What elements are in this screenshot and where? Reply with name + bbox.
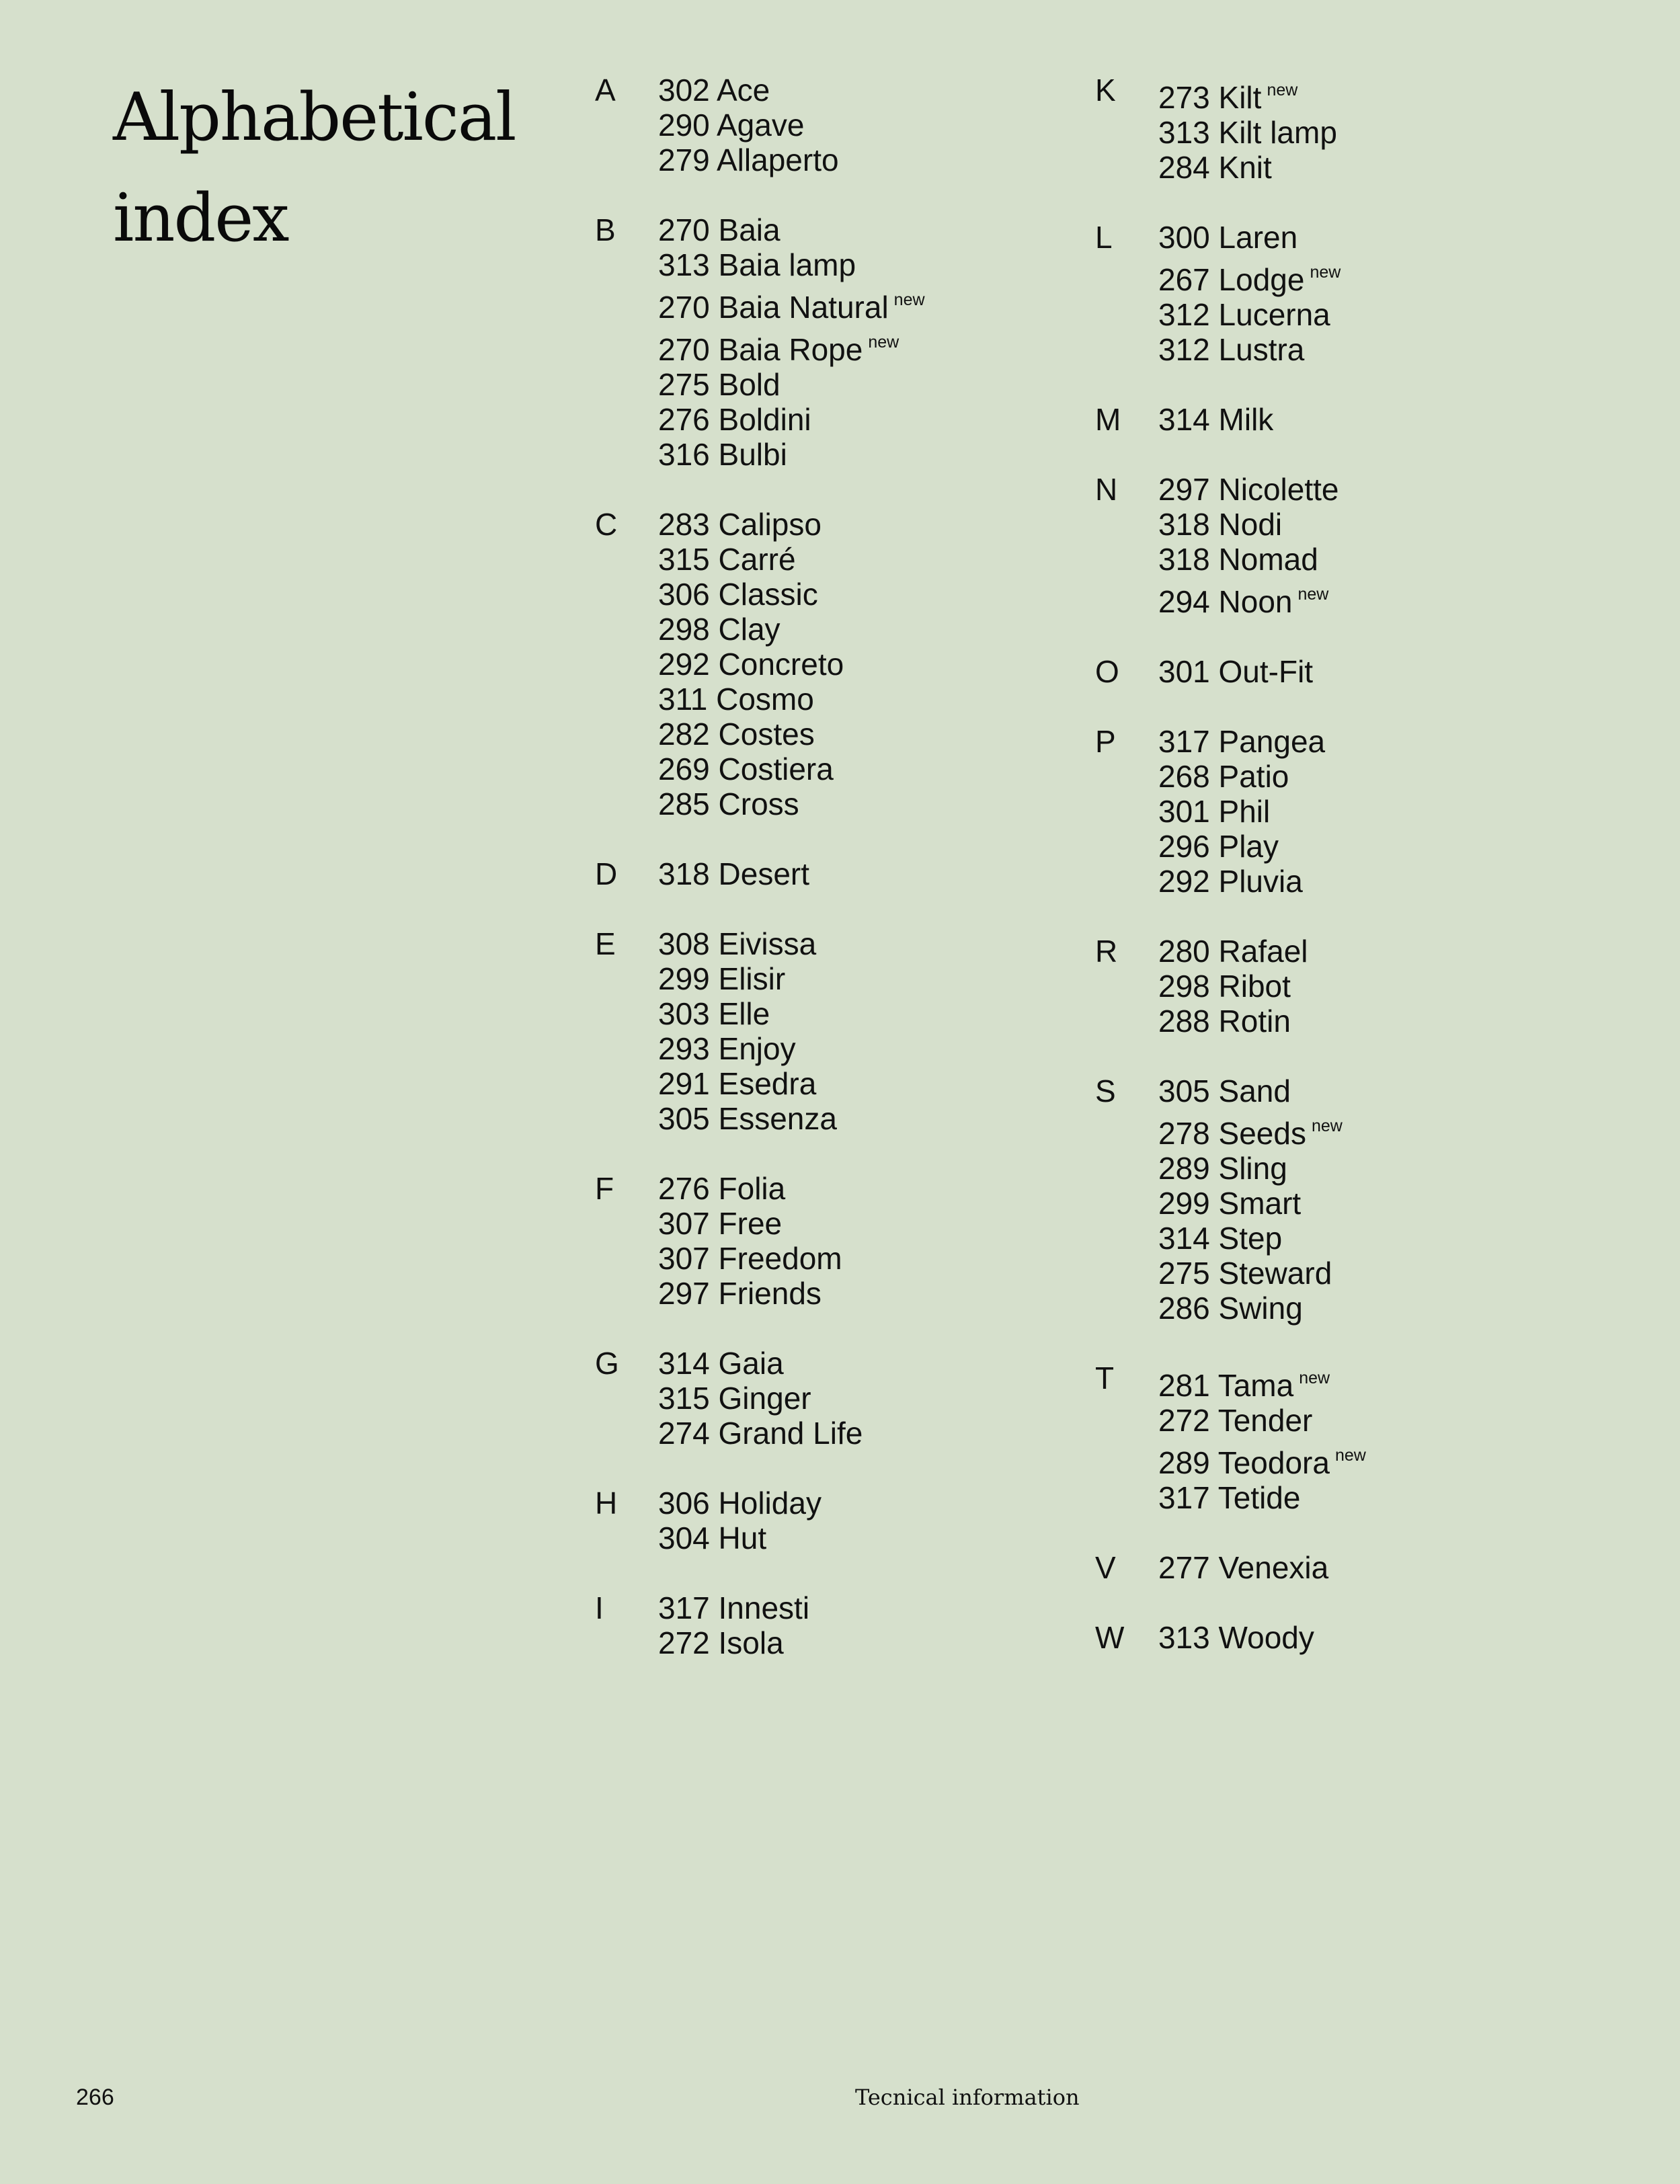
- entry-list: [1158, 402, 1273, 437]
- entry-page: 270: [658, 332, 710, 367]
- index-entry: [1158, 577, 1339, 619]
- entry-page: 306: [658, 577, 710, 612]
- new-badge: new: [1267, 81, 1298, 99]
- entry-name: Laren: [1218, 220, 1298, 255]
- entry-page: 270: [658, 290, 710, 325]
- entry-page: 298: [1158, 969, 1210, 1004]
- entry-name: Ginger: [718, 1381, 811, 1416]
- entry-page: 278: [1158, 1116, 1210, 1151]
- index-entry: [1158, 297, 1341, 332]
- index-entry: [1158, 1550, 1328, 1585]
- entry-page: 312: [1158, 332, 1210, 367]
- entry-page: 316: [658, 437, 710, 472]
- entry-page: 305: [658, 1101, 710, 1136]
- letter-group: [595, 73, 925, 177]
- entry-name: Lodge: [1218, 262, 1305, 297]
- entry-name: Enjoy: [718, 1031, 796, 1066]
- index-letter: H: [595, 1486, 618, 1521]
- index-letter: L: [1095, 220, 1113, 255]
- entry-list: [658, 1486, 822, 1555]
- letter-group: [595, 1486, 925, 1555]
- index-column-left: [595, 73, 925, 1695]
- index-letter: C: [595, 507, 618, 542]
- entry-page: 314: [1158, 402, 1210, 437]
- index-letter: P: [1095, 724, 1116, 759]
- entry-name: Tender: [1217, 1403, 1313, 1438]
- index-letter: T: [1095, 1361, 1115, 1396]
- entry-list: [1158, 1361, 1366, 1515]
- entry-name: Sling: [1218, 1151, 1287, 1186]
- entry-name: Swing: [1218, 1291, 1303, 1326]
- letter-group: [595, 1171, 925, 1311]
- entry-name: Gaia: [718, 1346, 784, 1381]
- entry-name: Clay: [718, 612, 781, 647]
- entry-name: Innesti: [718, 1590, 810, 1625]
- entry-name: Concreto: [718, 647, 844, 682]
- entry-page: 318: [658, 856, 710, 891]
- entry-name: Smart: [1218, 1186, 1302, 1221]
- entry-page: 289: [1158, 1445, 1210, 1480]
- entry-name: Holiday: [718, 1486, 822, 1521]
- entry-page: 285: [658, 786, 710, 821]
- entry-name: Steward: [1218, 1256, 1332, 1291]
- entry-page: 299: [1158, 1186, 1210, 1221]
- entry-name: Calipso: [718, 507, 822, 542]
- index-entry: [1158, 759, 1325, 794]
- entry-list: [658, 507, 844, 821]
- entry-page: 272: [1158, 1403, 1210, 1438]
- index-entry: [658, 507, 844, 542]
- index-entry: [1158, 1361, 1366, 1403]
- letter-group: [1095, 73, 1366, 185]
- entry-name: Ribot: [1218, 969, 1291, 1004]
- index-entry: [1158, 864, 1325, 899]
- entry-page: 303: [658, 996, 710, 1031]
- index-entry: [1158, 829, 1325, 864]
- entry-page: 300: [1158, 220, 1210, 255]
- entry-name: Costiera: [718, 752, 834, 786]
- entry-list: [1158, 472, 1339, 619]
- entry-name: Cosmo: [716, 682, 814, 717]
- letter-group: [1095, 1361, 1366, 1515]
- entry-name: Baia: [718, 212, 781, 247]
- index-entry: [658, 612, 844, 647]
- entry-page: 280: [1158, 934, 1210, 969]
- entry-name: Woody: [1218, 1620, 1314, 1655]
- index-entry: [658, 1416, 863, 1451]
- entry-page: 270: [658, 212, 710, 247]
- index-entry: [658, 542, 844, 577]
- index-entry: [1158, 1108, 1343, 1151]
- entry-page: 315: [658, 542, 710, 577]
- index-entry: [658, 1241, 842, 1276]
- entry-name: Costes: [718, 717, 815, 752]
- index-entry: [1158, 1438, 1366, 1480]
- entry-page: 301: [1158, 794, 1210, 829]
- index-entry: [658, 212, 925, 247]
- entry-page: 294: [1158, 584, 1210, 619]
- entry-page: 289: [1158, 1151, 1210, 1186]
- entry-page: 318: [1158, 507, 1210, 542]
- entry-page: 279: [658, 143, 710, 177]
- index-entry: [658, 1276, 842, 1311]
- entry-name: Classic: [718, 577, 818, 612]
- entry-name: Out-Fit: [1218, 654, 1314, 689]
- entry-page: 312: [1158, 297, 1210, 332]
- entry-page: 283: [658, 507, 710, 542]
- entry-page: 282: [658, 717, 710, 752]
- entry-page: 286: [1158, 1291, 1210, 1326]
- letter-group: [595, 1346, 925, 1451]
- entry-name: Seeds: [1218, 1116, 1306, 1151]
- index-entry: [1158, 1186, 1343, 1221]
- index-entry: [658, 1346, 863, 1381]
- page-title: [113, 67, 516, 269]
- entry-name: Milk: [1218, 402, 1274, 437]
- entry-name: Agave: [717, 108, 805, 143]
- entry-name: Tama: [1217, 1368, 1294, 1403]
- entry-name: Play: [1218, 829, 1279, 864]
- entry-name: Elle: [718, 996, 770, 1031]
- entry-page: 317: [658, 1590, 710, 1625]
- entry-page: 313: [1158, 1620, 1210, 1655]
- index-entry: [658, 856, 809, 891]
- index-letter: K: [1095, 73, 1116, 108]
- entry-page: 267: [1158, 262, 1210, 297]
- entry-name: Rotin: [1218, 1004, 1291, 1039]
- index-entry: [658, 73, 839, 108]
- index-entry: [658, 1031, 837, 1066]
- entry-list: [658, 1346, 863, 1451]
- index-entry: [1158, 542, 1339, 577]
- entry-name: Knit: [1218, 150, 1272, 185]
- entry-page: 274: [658, 1416, 710, 1451]
- entry-list: [1158, 1074, 1343, 1326]
- index-entry: [1158, 472, 1339, 507]
- entry-page: 296: [1158, 829, 1210, 864]
- index-entry: [658, 1486, 822, 1521]
- entry-name: Grand Life: [718, 1416, 863, 1451]
- new-badge: new: [1299, 1369, 1330, 1387]
- index-entry: [658, 752, 844, 786]
- index-entry: [658, 282, 925, 325]
- index-column-right: [1095, 73, 1366, 1690]
- index-letter: V: [1095, 1550, 1116, 1585]
- entry-name: Esedra: [718, 1066, 817, 1101]
- letter-group: [1095, 220, 1366, 367]
- page-title-line-1: Alphabetical: [113, 79, 516, 156]
- entry-page: 268: [1158, 759, 1210, 794]
- index-entry: [1158, 1004, 1308, 1039]
- entry-name: Essenza: [718, 1101, 837, 1136]
- entry-name: Patio: [1218, 759, 1289, 794]
- index-entry: [658, 1381, 863, 1416]
- entry-name: Bulbi: [718, 437, 787, 472]
- entry-page: 275: [658, 367, 710, 402]
- entry-page: 276: [658, 1171, 710, 1206]
- index-entry: [1158, 73, 1337, 115]
- index-entry: [658, 1101, 837, 1136]
- entry-list: [1158, 934, 1308, 1039]
- entry-page: 305: [1158, 1074, 1210, 1108]
- entry-name: Rafael: [1218, 934, 1308, 969]
- entry-page: 317: [1158, 1480, 1210, 1515]
- entry-page: 298: [658, 612, 710, 647]
- index-letter: R: [1095, 934, 1118, 969]
- entry-page: 272: [658, 1625, 710, 1660]
- letter-group: [1095, 654, 1366, 689]
- index-letter: M: [1095, 402, 1121, 437]
- entry-name: Phil: [1218, 794, 1271, 829]
- page-title-line-2: index: [113, 180, 288, 257]
- letter-group: [595, 856, 925, 891]
- entry-name: Lucerna: [1218, 297, 1330, 332]
- entry-page: 304: [658, 1521, 710, 1555]
- index-letter: I: [595, 1590, 604, 1625]
- entry-page: 314: [658, 1346, 710, 1381]
- entry-name: Teodora: [1217, 1445, 1330, 1480]
- entry-page: 273: [1158, 80, 1210, 115]
- letter-group: [1095, 724, 1366, 899]
- index-entry: [658, 108, 839, 143]
- index-entry: [1158, 220, 1341, 255]
- entry-name: Bold: [718, 367, 781, 402]
- entry-name: Nomad: [1218, 542, 1318, 577]
- index-letter: G: [595, 1346, 619, 1381]
- index-entry: [1158, 794, 1325, 829]
- entry-name: Venexia: [1218, 1550, 1329, 1585]
- entry-page: 313: [1158, 115, 1210, 150]
- entry-page: 284: [1158, 150, 1210, 185]
- entry-name: Freedom: [718, 1241, 842, 1276]
- entry-name: Lustra: [1218, 332, 1305, 367]
- entry-page: 292: [658, 647, 710, 682]
- entry-page: 288: [1158, 1004, 1210, 1039]
- entry-page: 297: [1158, 472, 1210, 507]
- entry-page: 315: [658, 1381, 710, 1416]
- letter-group: [595, 926, 925, 1136]
- entry-name: Noon: [1218, 584, 1293, 619]
- letter-group: [1095, 934, 1366, 1039]
- entry-page: 317: [1158, 724, 1210, 759]
- index-entry: [658, 926, 837, 961]
- index-entry: [1158, 934, 1308, 969]
- letter-group: [1095, 1074, 1366, 1326]
- index-entry: [1158, 507, 1339, 542]
- letter-group: [595, 507, 925, 821]
- index-entry: [1158, 1151, 1343, 1186]
- entry-name: Baia Rope: [718, 332, 863, 367]
- new-badge: new: [1334, 1446, 1366, 1465]
- index-entry: [658, 786, 844, 821]
- index-entry: [1158, 724, 1325, 759]
- entry-name: Kilt lamp: [1218, 115, 1337, 150]
- page-number: 266: [76, 2085, 114, 2110]
- index-entry: [658, 143, 839, 177]
- new-badge: new: [1310, 263, 1341, 282]
- index-entry: [1158, 402, 1273, 437]
- entry-name: Hut: [718, 1521, 767, 1555]
- index-entry: [658, 1521, 822, 1555]
- index-letter: B: [595, 212, 616, 247]
- letter-group: [1095, 402, 1366, 437]
- index-entry: [1158, 150, 1337, 185]
- entry-page: 313: [658, 247, 710, 282]
- entry-page: 292: [1158, 864, 1210, 899]
- entry-list: [658, 926, 837, 1136]
- entry-name: Kilt: [1218, 80, 1262, 115]
- new-badge: new: [893, 290, 925, 309]
- new-badge: new: [868, 333, 899, 352]
- index-letter: N: [1095, 472, 1118, 507]
- index-letter: F: [595, 1171, 614, 1206]
- entry-page: 308: [658, 926, 710, 961]
- entry-page: 297: [658, 1276, 710, 1311]
- entry-list: [658, 73, 839, 177]
- index-entry: [658, 247, 925, 282]
- index-entry: [658, 996, 837, 1031]
- entry-name: Allaperto: [717, 143, 839, 177]
- index-entry: [658, 437, 925, 472]
- index-entry: [658, 1066, 837, 1101]
- entry-page: 311: [658, 682, 708, 717]
- entry-page: 281: [1158, 1368, 1210, 1403]
- entry-name: Ace: [717, 73, 770, 108]
- index-entry: [658, 961, 837, 996]
- section-name: Tecnical information: [855, 2085, 1080, 2110]
- new-badge: new: [1311, 1117, 1343, 1135]
- index-entry: [1158, 1403, 1366, 1438]
- index-letter: O: [1095, 654, 1119, 689]
- entry-page: 318: [1158, 542, 1210, 577]
- entry-page: 293: [658, 1031, 710, 1066]
- index-entry: [658, 1590, 809, 1625]
- index-entry: [1158, 255, 1341, 297]
- index-letter: S: [1095, 1074, 1116, 1108]
- index-entry: [658, 402, 925, 437]
- entry-name: Step: [1218, 1221, 1283, 1256]
- entry-list: [1158, 724, 1325, 899]
- entry-name: Elisir: [718, 961, 786, 996]
- index-entry: [658, 682, 844, 717]
- index-entry: [658, 1206, 842, 1241]
- entry-name: Isola: [718, 1625, 784, 1660]
- index-letter: E: [595, 926, 616, 961]
- index-entry: [658, 1171, 842, 1206]
- entry-name: Baia lamp: [718, 247, 856, 282]
- entry-name: Free: [718, 1206, 783, 1241]
- entry-name: Tetide: [1217, 1480, 1301, 1515]
- index-letter: W: [1095, 1620, 1125, 1655]
- entry-page: 299: [658, 961, 710, 996]
- entry-list: [658, 1590, 809, 1660]
- entry-list: [658, 212, 925, 472]
- entry-list: [1158, 73, 1337, 185]
- entry-page: 307: [658, 1241, 710, 1276]
- entry-page: 277: [1158, 1550, 1210, 1585]
- index-entry: [658, 647, 844, 682]
- index-entry: [658, 1625, 809, 1660]
- letter-group: [595, 1590, 925, 1660]
- entry-page: 306: [658, 1486, 710, 1521]
- index-entry: [1158, 332, 1341, 367]
- index-entry: [1158, 1256, 1343, 1291]
- entry-name: Pangea: [1218, 724, 1326, 759]
- index-entry: [658, 577, 844, 612]
- index-entry: [1158, 1221, 1343, 1256]
- entry-name: Nicolette: [1218, 472, 1339, 507]
- entry-page: 269: [658, 752, 710, 786]
- index-letter: A: [595, 73, 616, 108]
- index-letter: D: [595, 856, 618, 891]
- letter-group: [595, 212, 925, 472]
- index-entry: [1158, 1291, 1343, 1326]
- entry-page: 290: [658, 108, 710, 143]
- letter-group: [1095, 472, 1366, 619]
- entry-page: 302: [658, 73, 710, 108]
- index-entry: [1158, 1620, 1314, 1655]
- entry-name: Carré: [718, 542, 796, 577]
- entry-list: [1158, 1620, 1314, 1655]
- letter-group: [1095, 1620, 1366, 1655]
- entry-list: [1158, 1550, 1328, 1585]
- entry-list: [1158, 654, 1313, 689]
- entry-name: Desert: [718, 856, 810, 891]
- entry-page: 276: [658, 402, 710, 437]
- entry-page: 314: [1158, 1221, 1210, 1256]
- index-entry: [1158, 115, 1337, 150]
- entry-name: Baia Natural: [718, 290, 889, 325]
- index-entry: [1158, 969, 1308, 1004]
- entry-name: Eivissa: [718, 926, 817, 961]
- entry-page: 307: [658, 1206, 710, 1241]
- index-entry: [658, 367, 925, 402]
- entry-name: Folia: [718, 1171, 786, 1206]
- new-badge: new: [1297, 585, 1329, 604]
- entry-name: Friends: [718, 1276, 822, 1311]
- entry-name: Cross: [718, 786, 799, 821]
- entry-list: [658, 1171, 842, 1311]
- entry-name: Nodi: [1218, 507, 1283, 542]
- entry-name: Pluvia: [1218, 864, 1303, 899]
- entry-name: Boldini: [718, 402, 811, 437]
- index-entry: [1158, 654, 1313, 689]
- index-entry: [658, 325, 925, 367]
- entry-page: 301: [1158, 654, 1210, 689]
- entry-list: [1158, 220, 1341, 367]
- entry-name: Sand: [1218, 1074, 1291, 1108]
- entry-list: [658, 856, 809, 891]
- index-entry: [658, 717, 844, 752]
- letter-group: [1095, 1550, 1366, 1585]
- index-entry: [1158, 1480, 1366, 1515]
- entry-page: 291: [658, 1066, 710, 1101]
- entry-page: 275: [1158, 1256, 1210, 1291]
- index-entry: [1158, 1074, 1343, 1108]
